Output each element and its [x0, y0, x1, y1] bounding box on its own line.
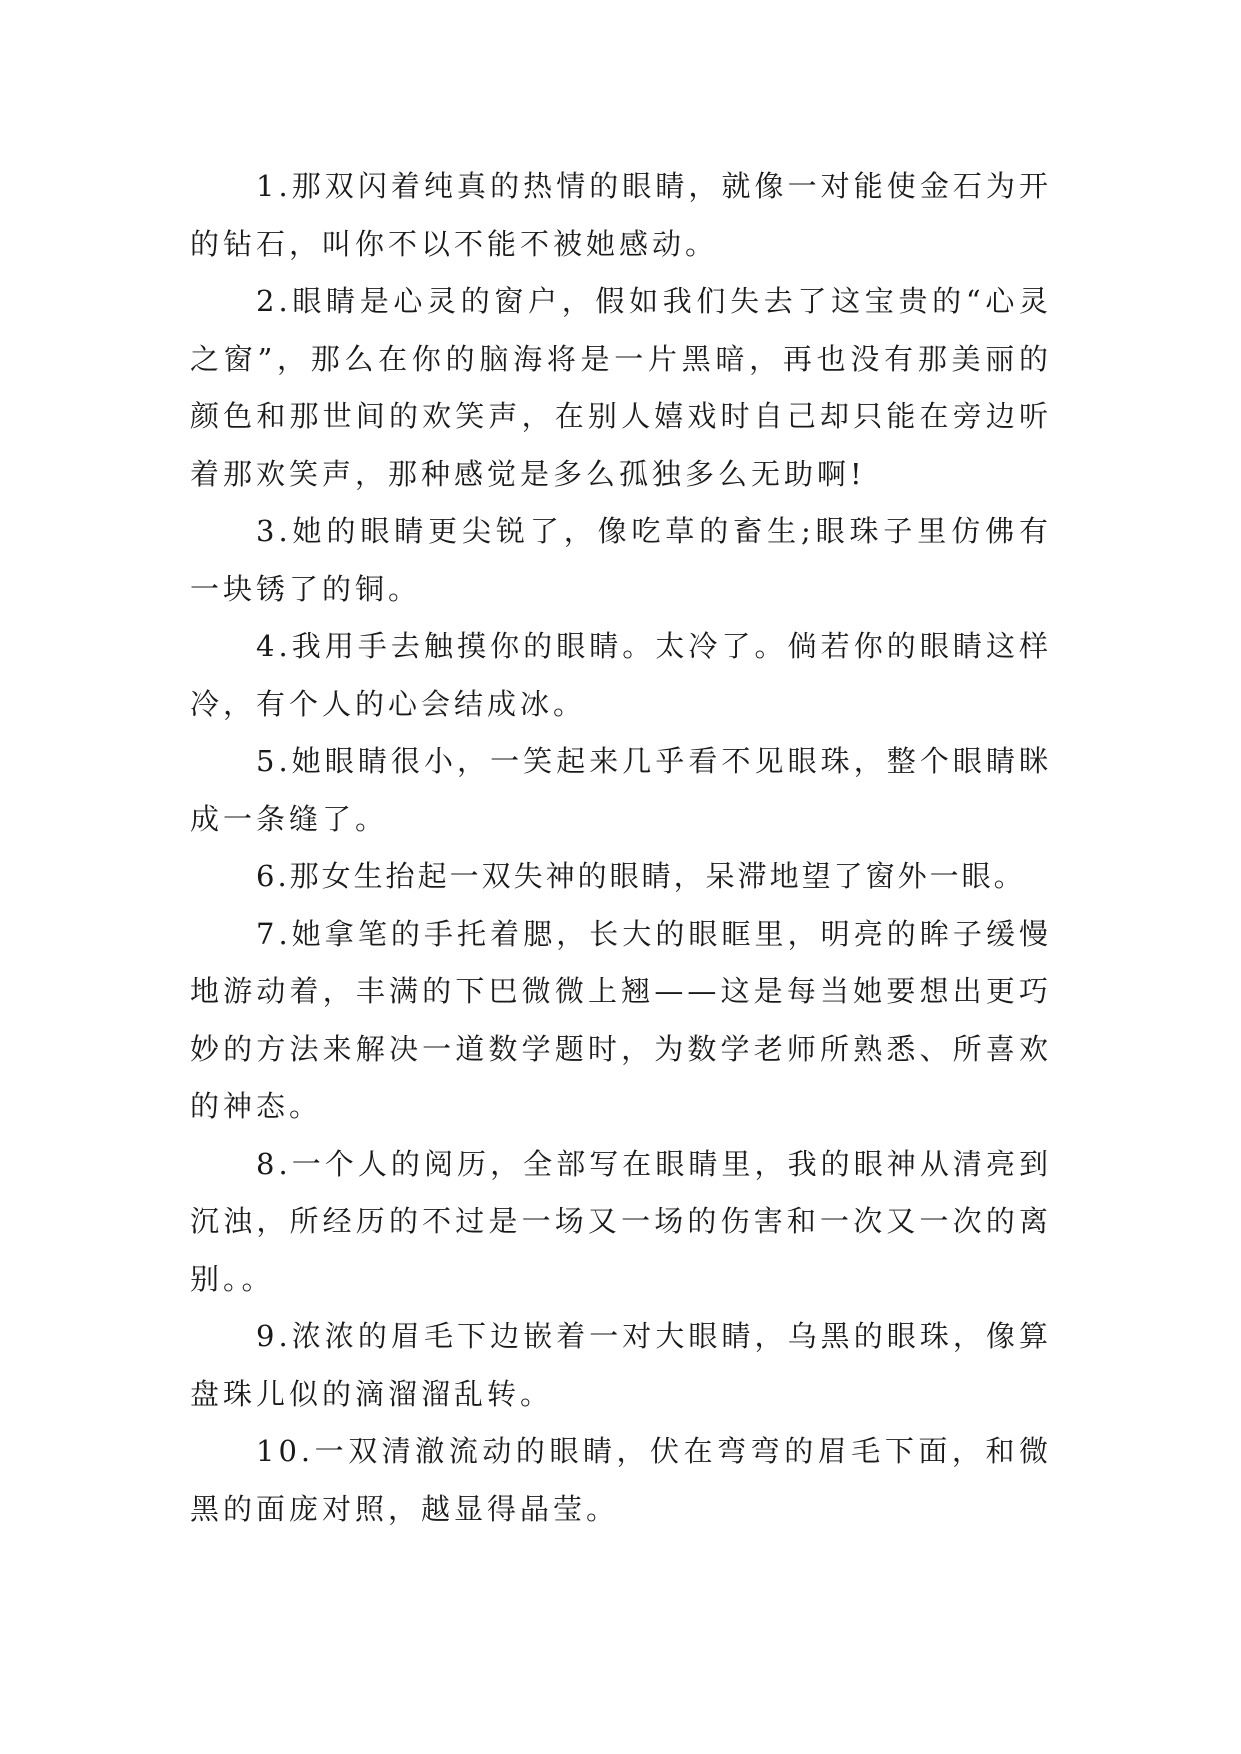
document-page	[190, 158, 1052, 1538]
paragraph-7: 7.她拿笔的手托着腮，长大的眼眶里，明亮的眸子缓慢地游动着，丰满的下巴微微上翘——这是每当她要想出更巧妙的方法来解决一道数学题时，为数学老师所熟悉、所喜欢的神态。	[190, 916, 1052, 1123]
paragraph-2: 2.眼睛是心灵的窗户，假如我们失去了这宝贵的“心灵之窗”，那么在你的脑海将是一片黑暗，再也没有那美丽的颜色和那世间的欢笑声，在别人嬉戏时自己却只能在旁边听着那欢笑声，那种感觉是多么孤独多么无助啊!	[190, 284, 1052, 491]
paragraph-5: 5.她眼睛很小，一笑起来几乎看不见眼珠，整个眼睛眯成一条缝了。	[190, 744, 1052, 836]
paragraph-10: 10.一双清澈流动的眼睛，伏在弯弯的眉毛下面，和微黑的面庞对照，越显得晶莹。	[190, 1434, 1052, 1526]
paragraph-3: 3.她的眼睛更尖锐了，像吃草的畜生;眼珠子里仿佛有一块锈了的铜。	[190, 514, 1052, 606]
paragraph-6: 6.那女生抬起一双失神的眼睛，呆滞地望了窗外一眼。	[256, 859, 1026, 893]
paragraph-8: 8.一个人的阅历，全部写在眼睛里，我的眼神从清亮到沉浊，所经历的不过是一场又一场的伤害和一次又一次的离别。。	[190, 1146, 1052, 1296]
paragraph-4: 4.我用手去触摸你的眼睛。太冷了。倘若你的眼睛这样冷，有个人的心会结成冰。	[190, 629, 1052, 721]
paragraph-9: 9.浓浓的眉毛下边嵌着一对大眼睛，乌黑的眼珠，像算盘珠儿似的滴溜溜乱转。	[190, 1319, 1052, 1411]
paragraph-1: 1.那双闪着纯真的热情的眼睛，就像一对能使金石为开的钻石，叫你不以不能不被她感动。	[190, 169, 1052, 261]
